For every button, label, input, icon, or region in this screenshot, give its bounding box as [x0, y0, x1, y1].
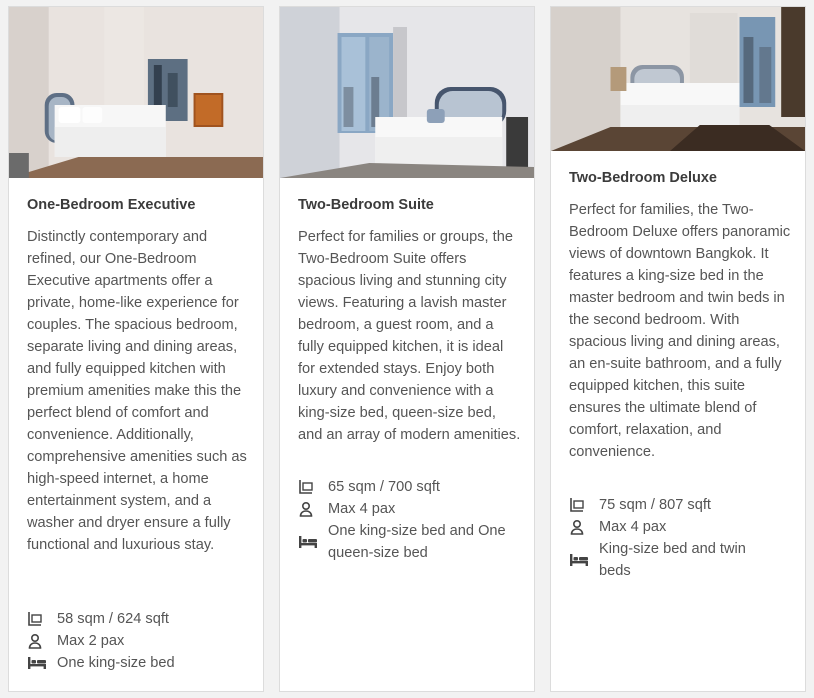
room-occupancy [298, 498, 395, 520]
room-area [298, 476, 440, 498]
room-card-two-bedroom-deluxe[interactable] [550, 6, 806, 692]
room-occupancy [569, 516, 666, 538]
floor-plan-icon [569, 494, 599, 516]
room-title: Two-Bedroom Suite [298, 197, 434, 213]
room-beds-text: One king-size bed [57, 655, 175, 671]
room-photo[interactable] [9, 7, 263, 178]
person-icon [569, 516, 599, 538]
room-beds-text: King-size bed and twin beds [599, 541, 746, 579]
room-area-text: 75 sqm / 807 sqft [599, 497, 711, 513]
room-card-one-bedroom-executive[interactable] [8, 6, 264, 692]
bed-icon [298, 520, 328, 564]
room-area [27, 608, 169, 630]
room-description: Perfect for families or groups, the Two-Bedroom Suite offers spacious living and stunning city views. Featuring a lavish master bedroom, a guest room, and a fully equipped kitchen, it is ideal for extended stays. Enjoy both luxury and convenience with a king-size bed, queen-size bed, and an array of modern amenities. [298, 229, 521, 443]
person-icon [298, 498, 328, 520]
room-photo[interactable] [551, 7, 805, 151]
room-occupancy-text: Max 4 pax [599, 519, 667, 535]
room-title: Two-Bedroom Deluxe [569, 170, 717, 186]
room-beds-text: One king-size bed and One queen-size bed [328, 523, 506, 561]
room-photo[interactable] [280, 7, 534, 178]
room-title: One-Bedroom Executive [27, 197, 196, 213]
bed-icon [27, 652, 57, 674]
room-beds [569, 538, 779, 582]
floor-plan-icon [298, 476, 328, 498]
room-description: Perfect for families, the Two-Bedroom Deluxe offers panoramic views of downtown Bangkok. It features a king-size bed in the master bedroom and twin beds in the second bedroom. With spacious living and dining areas, an en-suite bathroom, and a fully equipped kitchen, this suite ensures the ultimate blend of comfort, relaxation, and convenience. [569, 202, 791, 460]
room-beds [27, 652, 247, 674]
floor-plan-icon [27, 608, 57, 630]
room-occupancy-text: Max 4 pax [328, 501, 396, 517]
room-beds [298, 520, 508, 564]
room-area-text: 65 sqm / 700 sqft [328, 479, 440, 495]
room-occupancy-text: Max 2 pax [57, 633, 125, 649]
room-card-two-bedroom-suite[interactable] [279, 6, 535, 692]
room-area-text: 58 sqm / 624 sqft [57, 611, 169, 627]
room-description: Distinctly contemporary and refined, our One-Bedroom Executive apartments offer a private, home-like experience for couples. The spacious bedroom, separate living and dining areas, and fully equipped kitchen with premium amenities make this the perfect blend of comfort and convenience. Additionally, comprehensive amenities such as high-speed internet, a home entertainment system, and a washer and dryer ensure a fully functional and luxurious stay. [27, 229, 247, 553]
room-occupancy [27, 630, 124, 652]
person-icon [27, 630, 57, 652]
room-area [569, 494, 711, 516]
bed-icon [569, 538, 599, 582]
